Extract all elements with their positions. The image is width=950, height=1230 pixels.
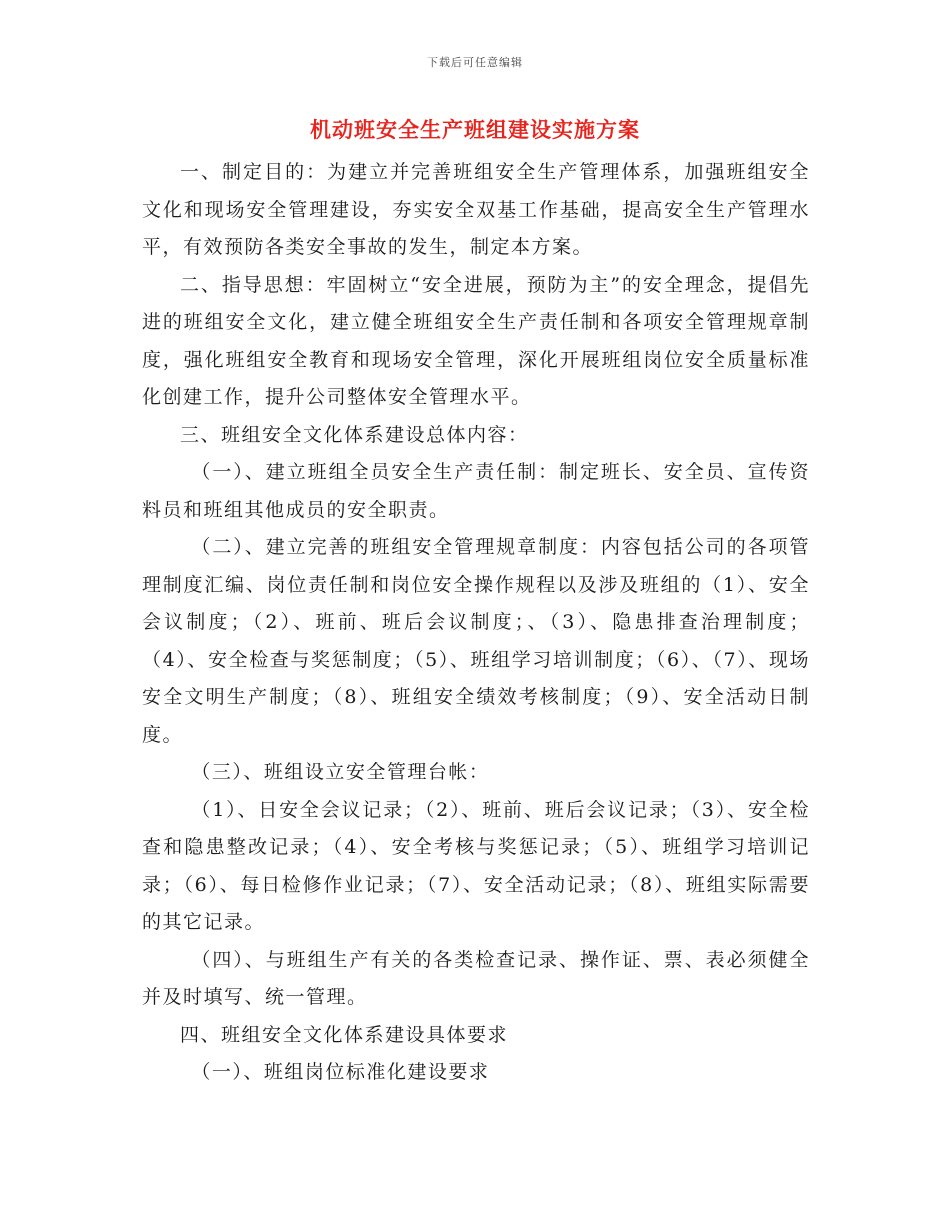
document-body: [142, 154, 810, 1092]
document-title: 机动班安全生产班组建设实施方案: [310, 117, 640, 142]
header-note: 下载后可任意编辑: [427, 56, 523, 69]
paragraph-guiding-principle: 二、指导思想：牢固树立“安全进展，预防为主”的安全理念，提倡先进的班组安全文化，建立健全班组安全生产责任制和各项安全管理规章制度，强化班组安全教育和现场安全管理，深化开展班组岗位安全质量标准化创建工作，提升公司整体安全管理水平。: [142, 273, 810, 408]
paragraph-item-three: （三）、班组设立安全管理台帐：: [191, 761, 490, 783]
paragraph-section-three-heading: 三、班组安全文化体系建设总体内容：: [180, 423, 529, 446]
paragraph-item-two: （二）、建立完善的班组安全管理规章制度：内容包括公司的各项管理制度汇编、岗位责任制和岗位安全操作规程以及涉及班组的（1）、安全会议制度；（2）、班前、班后会议制度；、（3）、隐患排查治理制度；（4）、安全检查与奖惩制度；（5）、班组学习培训制度；（6）、（7）、现场安全文明生产制度；（8）、班组安全绩效考核制度；（9）、安全活动日制度。: [142, 536, 810, 746]
paragraph-section-four-heading: 四、班组安全文化体系建设具体要求: [180, 1023, 509, 1046]
paragraph-ledger-list: （1）、日安全会议记录；（2）、班前、班后会议记录；（3）、安全检查和隐患整改记录；（4）、安全考核与奖惩记录；（5）、班组学习培训记录；（6）、每日检修作业记录；（7）、安全活动记录；（8）、班组实际需要的其它记录。: [142, 798, 810, 933]
paragraph-item-one: （一）、建立班组全员安全生产责任制：制定班长、安全员、宣传资料员和班组其他成员的安全职责。: [142, 461, 810, 521]
paragraph-purpose: 一、制定目的：为建立并完善班组安全生产管理体系，加强班组安全文化和现场安全管理建设，夯实安全双基工作基础，提高安全生产管理水平，有效预防各类安全事故的发生，制定本方案。: [142, 161, 810, 258]
paragraph-subsection-one: （一）、班组岗位标准化建设要求: [191, 1061, 490, 1083]
paragraph-item-four: （四）、与班组生产有关的各类检查记录、操作证、票、表必须健全并及时填写、统一管理。: [142, 948, 810, 1008]
